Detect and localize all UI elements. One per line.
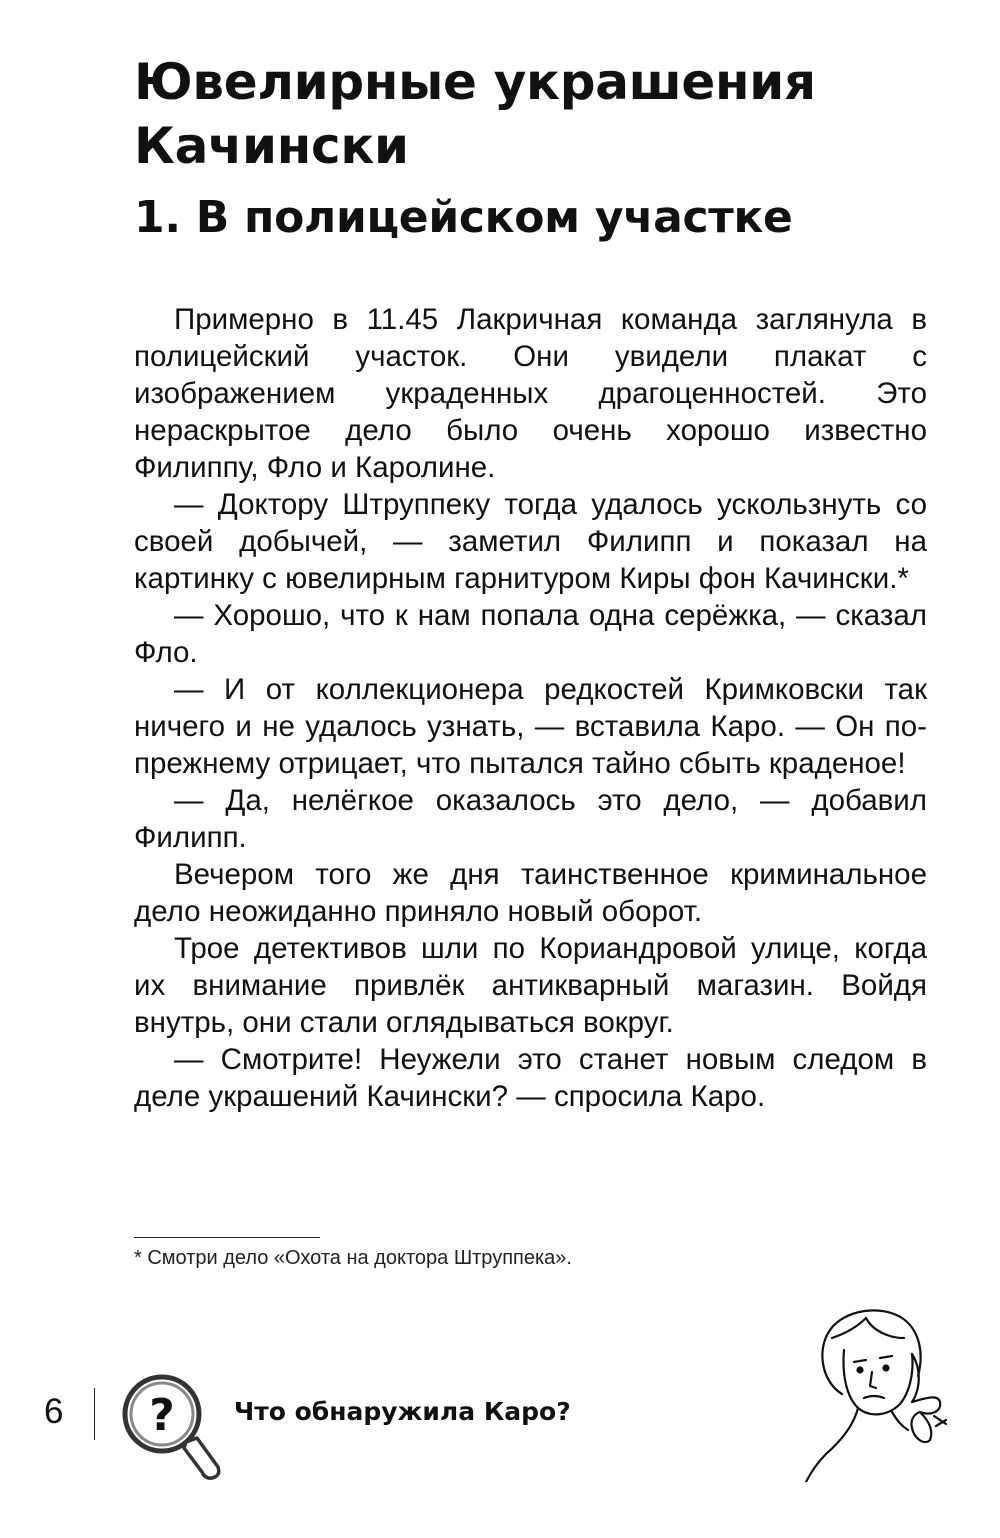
question-text: Что обнаружила Каро? (234, 1397, 571, 1426)
magnifier-handle (184, 1438, 219, 1478)
footnote-divider (134, 1237, 320, 1238)
story-text (134, 301, 927, 1115)
paragraph: Трое детективов шли по Кориандровой улице, когда их внимание привлёк антикварный магазин. Войдя внутрь, они стали оглядываться вокруг. (134, 932, 927, 1039)
footnote: * Смотри дело «Охота на доктора Штруппека». (134, 1247, 572, 1269)
paragraph: — Да, нелёгкое оказалось это дело, — добавил Филипп. (134, 784, 927, 854)
chapter-title: 1. В полицейском участке (134, 192, 793, 243)
paragraph: — Смотрите! Неужели это станет новым следом в деле украшений Качински? — спросила Каро. (134, 1043, 927, 1113)
paragraph: — Доктору Штруппеку тогда удалось ускользнуть со своей добычей, — заметил Филипп и показал на картинку с ювелирным гарнитуром Киры фон Качински.* (134, 488, 927, 595)
page-number: 6 (44, 1392, 64, 1431)
page-title: Ювелирные украшения Качински (134, 53, 816, 175)
caro-character-illustration (796, 1298, 956, 1482)
paragraph: Примерно в 11.45 Лакричная команда заглянула в полицейский участок. Они увидели плакат с изображением украденных драгоценностей. Это нераскрытое дело было очень хорошо известно Филиппу, Фло и Каролине. (134, 303, 927, 484)
paragraph: Вечером того же дня таинственное криминальное дело неожиданно принялo новый оборот. (134, 858, 927, 928)
page-number-divider (94, 1388, 95, 1440)
question-mark: ? (149, 1390, 175, 1441)
paragraph: — Хорошо, что к нам попала одна серёжка, — сказал Фло. (134, 599, 927, 669)
magnifier-icon (118, 1372, 224, 1484)
paragraph: — И от коллекционера редкостей Кримковски так ничего и не удалось узнать, — вставила Каро. — Он по-прежнему отрицает, что пытался тайно сбыть краденое! (134, 673, 927, 780)
